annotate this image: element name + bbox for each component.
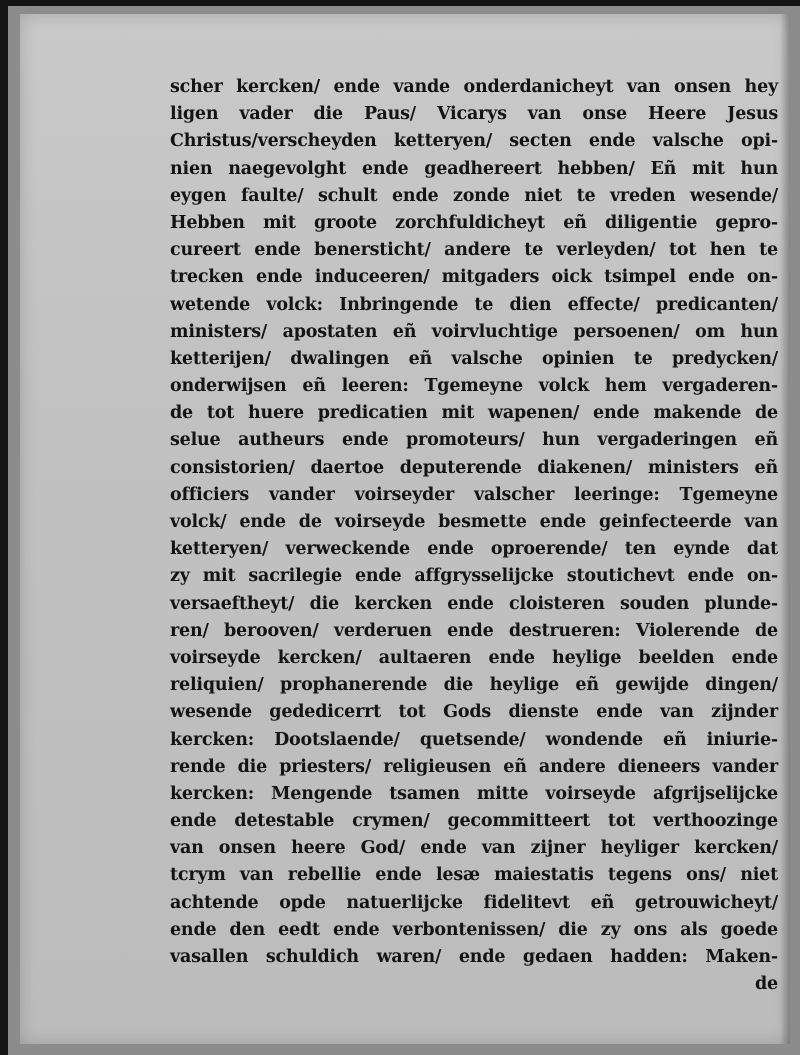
text-line: reliquien/ prophanerende die heylige eñ gewijde dingen/ [170, 675, 778, 696]
text-line: wesende gededicerrt tot Gods dienste ende van zijnder [170, 702, 778, 723]
text-line: ren/ berooven/ verderuen ende destrueren: Violerende de [170, 620, 778, 641]
text-line: Christus/verscheyden ketteryen/ secten ende valsche opi- [170, 131, 778, 152]
text-line: trecken ende induceeren/ mitgaders oick tsimpel ende on- [170, 267, 778, 288]
text-line: versaeftheyt/ die kercken ende cloisteren souden plunde- [170, 593, 778, 614]
text-line: ende detestable crymen/ gecommitteert tot verthoozinge [170, 811, 778, 832]
text-line: achtende opde natuerlijcke fidelitevt eñ getrouwicheyt/ [170, 892, 778, 913]
text-line: kercken: Mengende tsamen mitte voirseyde afgrijselijcke [170, 783, 778, 804]
text-line: ende den eedt ende verbontenissen/ die zy ons als goede [170, 919, 778, 940]
text-line: Hebben mit groote zorchfuldicheyt eñ diligentie gepro- [170, 212, 778, 233]
text-line: zy mit sacrilegie ende affgrysselijcke stoutichevt ende on- [170, 566, 778, 587]
text-line: rende die priesters/ religieusen eñ andere dieneers vander [170, 756, 778, 777]
text-line: kercken: Dootslaende/ quetsende/ wondende eñ iniurie- [170, 729, 778, 750]
catchword: de [755, 974, 778, 995]
text-line: onderwijsen eñ leeren: Tgemeyne volck hem vergaderen- [170, 376, 778, 397]
text-line: ketterijen/ dwalingen eñ valsche opinien te predycken/ [170, 348, 778, 369]
text-line: selue autheurs ende promoteurs/ hun vergaderingen eñ [170, 430, 778, 451]
text-line: cureert ende benersticht/ andere te verleyden/ tot hen te [170, 240, 778, 261]
text-line: nien naegevolght ende geadhereert hebben/ Eñ mit hun [170, 158, 778, 179]
text-block [170, 74, 778, 998]
text-line: ligen vader die Paus/ Vicarys van onse Heere Jesus [170, 104, 778, 125]
text-line: officiers vander voirseyder valscher leeringe: Tgemeyne [170, 484, 778, 505]
text-line: voirseyde kercken/ aultaeren ende heylige beelden ende [170, 647, 778, 668]
document-page [20, 14, 790, 1044]
text-line: vasallen schuldich waren/ ende gedaen hadden: Maken- [170, 947, 778, 967]
text-line: ketteryen/ verweckende ende oproerende/ ten eynde dat [170, 539, 778, 560]
text-line: van onsen heere God/ ende van zijner heyliger kercken/ [170, 838, 778, 859]
text-line: wetende volck: Inbringende te dien effecte/ predicanten/ [170, 294, 778, 315]
text-line: scher kercken/ ende vande onderdanicheyt van onsen hey [170, 77, 778, 97]
text-line: consistorien/ daertoe deputerende diakenen/ ministers eñ [170, 457, 778, 478]
text-line: tcrym van rebellie ende lesæ maiestatis tegens ons/ niet [170, 865, 778, 886]
text-line: volck/ ende de voirseyde besmette ende geinfecteerde van [170, 512, 778, 532]
text-line: eygen faulte/ schult ende zonde niet te vreden wesende/ [170, 185, 778, 206]
text-line: de tot huere predicatien mit wapenen/ ende makende de [170, 403, 778, 424]
text-line: ministers/ apostaten eñ voirvluchtige persoenen/ om hun [170, 321, 778, 342]
